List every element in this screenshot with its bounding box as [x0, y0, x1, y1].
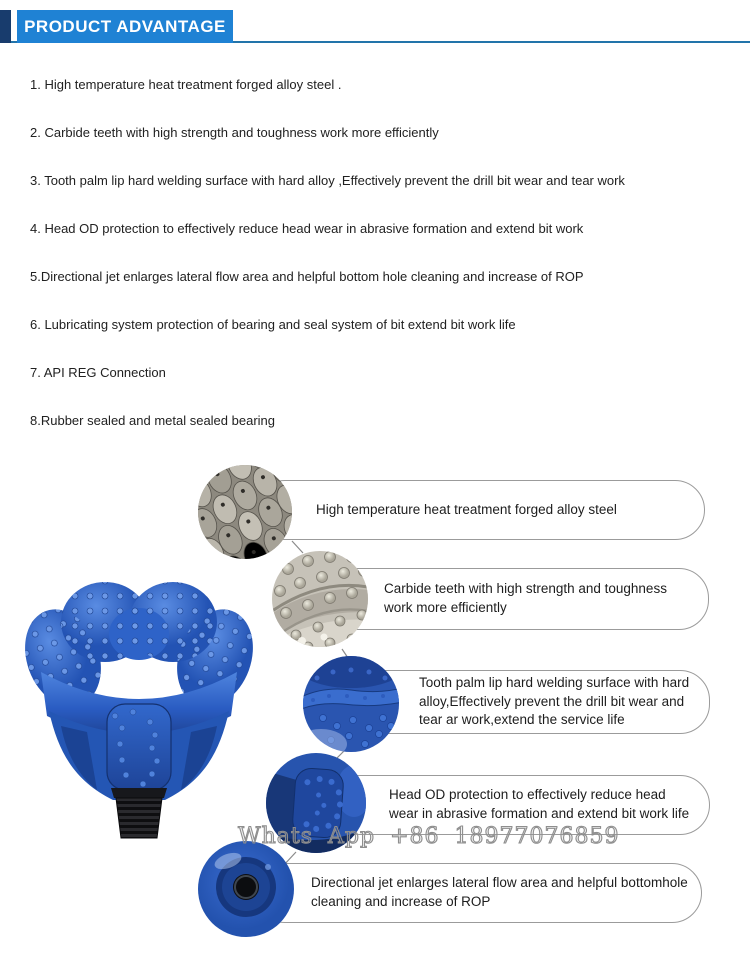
advantage-item-5: 5.Directional jet enlarges lateral flow area and helpful bottom hole cleaning and increase of ROP [30, 269, 584, 284]
advantage-item-2: 2. Carbide teeth with high strength and toughness work more efficiently [30, 125, 439, 140]
advantage-item-1: 1. High temperature heat treatment forged alloy steel . [30, 77, 342, 92]
callout-5-text: Directional jet enlarges lateral flow area and helpful bottomhole cleaning and increase of ROP [311, 875, 688, 909]
callout-2-bubble [320, 568, 709, 630]
page-title: PRODUCT ADVANTAGE [24, 16, 226, 36]
advantage-item-6: 6. Lubricating system protection of bearing and seal system of bit extend bit work life [30, 317, 516, 332]
callout-4-text: Head OD protection to effectively reduce head wear in abrasive formation and extend bit work life [389, 787, 690, 821]
callout-5-bubble [255, 863, 702, 923]
blue-tricone-drill-bit-photo [25, 576, 253, 842]
directional-jet-nozzle-photo [198, 841, 294, 937]
callout-3-text: Tooth palm lip hard welding surface with hard alloy,Effectively prevent the drill bit wear and tear ar work,extend the service life [419, 674, 690, 728]
advantage-item-7: 7. API REG Connection [30, 365, 166, 380]
banner-accent-bar [0, 10, 11, 43]
carbide-teeth-closeup-photo [272, 551, 368, 647]
tooth-palm-hard-welding-photo [303, 656, 399, 752]
forged-steel-cone-blanks-photo [198, 465, 292, 559]
callout-3-bubble [345, 670, 710, 734]
advantage-item-8: 8.Rubber sealed and metal sealed bearing [30, 413, 276, 428]
callout-1-text: High temperature heat treatment forged alloy steel [316, 501, 617, 517]
callout-2-text: Carbide teeth with high strength and toughness work more efficiently [384, 581, 667, 615]
callout-1-bubble [255, 480, 705, 540]
advantage-item-4: 4. Head OD protection to effectively reduce head wear in abrasive formation and extend bit work [30, 221, 584, 236]
watermark-text: Whats App +86 18977076859 [238, 824, 620, 849]
product-advantage-banner [17, 10, 233, 43]
advantage-item-3: 3. Tooth palm lip hard welding surface with hard alloy ,Effectively prevent the drill bit wear and tear work [30, 173, 625, 188]
